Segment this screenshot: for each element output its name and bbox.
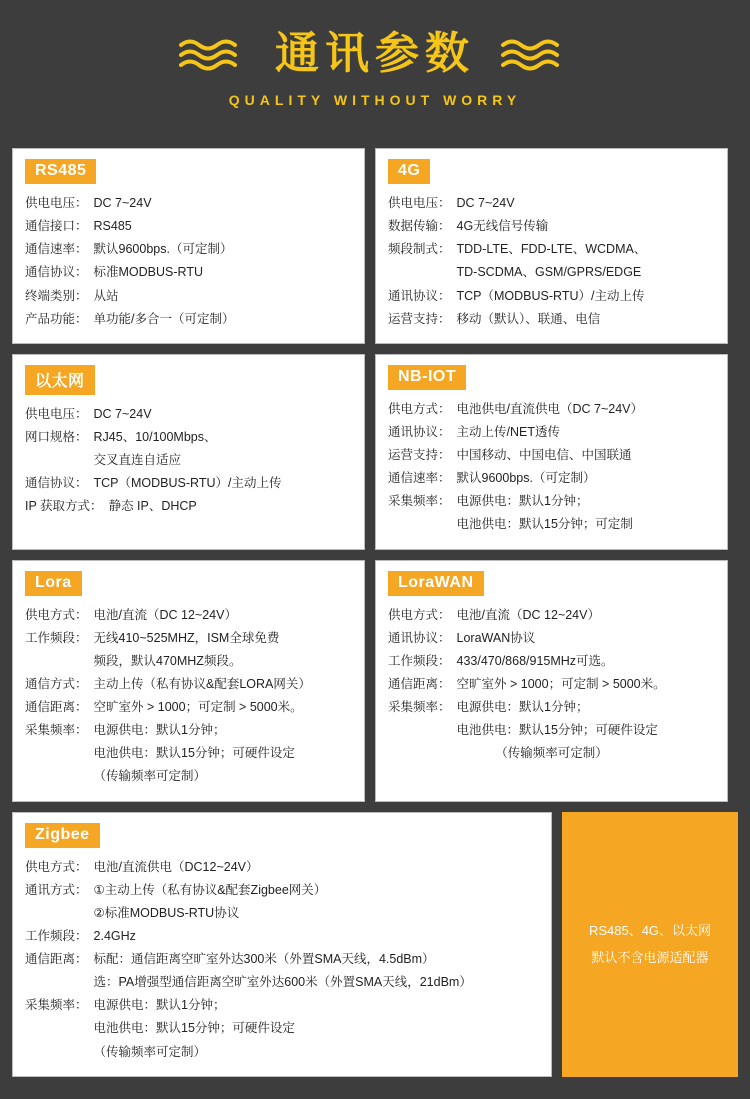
spec-line [25,472,352,495]
spec-key: 采集频率： [388,494,451,509]
spec-key: 运营支持： [388,311,451,326]
spec-key: 通讯协议： [388,288,451,303]
spec-line [388,627,715,650]
note-line-2: 默认不含电源适配器 [591,950,709,966]
title-row [179,28,571,79]
spec-value: 433/470/868/915MHz可选。 [456,653,614,668]
note-panel [562,812,738,1077]
spec-value: 主动上传/NET透传 [456,424,560,439]
spec-key: 通讯协议： [388,424,451,439]
spec-line [25,308,352,331]
spec-key: 通信距离： [388,676,451,691]
spec-key: 供电电压： [25,196,88,210]
page-subtitle: QUALITY WITHOUT WORRY [228,92,522,108]
spec-value: 电源供电：默认1分钟； [456,700,589,714]
spec-key: 供电方式： [25,859,88,874]
spec-key: 采集频率： [25,998,88,1013]
spec-key: 采集频率： [25,723,88,738]
card-row [12,148,738,344]
spec-key: 通信距离： [25,952,88,966]
spec-line [25,426,352,449]
spec-value: 电池/直流（DC 12~24V） [93,607,237,622]
spec-key: 工作频段： [25,928,88,943]
spec-value: 选：PA增强型通信距离空旷室外达600米（外置SMA天线，21dBm） [93,975,472,990]
spec-value: 电池/直流供电（DC12~24V） [93,859,259,874]
spec-value: 电池供电：默认15分钟；可硬件设定 [93,1021,295,1036]
spec-key: 通信速率： [25,242,88,257]
spec-value: 默认9600bps.（可定制） [456,471,596,486]
spec-key: 通信方式： [25,676,88,691]
spec-key: 供电方式： [388,401,451,416]
spec-line [25,238,352,261]
spec-value: 电池供电/直流供电（DC 7~24V） [456,401,644,416]
spec-list [25,192,352,331]
card-badge: LoraWAN [388,571,484,596]
card-badge: RS485 [25,159,96,184]
spec-value: （传输频率可定制） [93,1044,207,1059]
wave-lines-icon [501,37,571,71]
spec-line [388,398,715,421]
spec-line [25,856,539,879]
spec-continuation [25,765,352,788]
spec-line [25,285,352,308]
spec-key: 通信速率： [388,471,451,486]
spec-value: （传输频率可定制） [93,769,207,784]
spec-continuation [25,449,352,472]
spec-line [25,604,352,627]
spec-value: 标准MODBUS-RTU [93,265,204,280]
spec-value: 无线410~525MHZ，ISM全球免费 [93,630,280,645]
spec-line [25,925,539,948]
spec-value: DC 7~24V [456,196,515,210]
spec-line [388,673,715,696]
spec-value: DC 7~24V [93,406,152,421]
spec-line [25,192,352,215]
card-rs485 [12,148,365,344]
spec-line [388,308,715,331]
card-row [12,354,738,550]
card-nbiot [375,354,728,550]
spec-continuation [388,742,715,765]
spec-key: 网口规格： [25,429,88,444]
spec-key: 供电电压： [388,196,451,210]
spec-line [388,650,715,673]
spec-line [388,490,715,513]
spec-list [25,856,539,1064]
spec-continuation [25,902,539,925]
spec-value: 中国移动、中国电信、中国联通 [456,448,632,462]
spec-line [388,696,715,719]
card-badge: NB-IOT [388,365,466,390]
spec-key: 通信接口： [25,219,88,234]
spec-value: 静态 IP、DHCP [108,499,197,514]
spec-key: 工作频段： [25,630,88,645]
spec-key: 供电电压： [25,406,88,421]
spec-value: 交叉直连自适应 [93,453,182,467]
spec-value: 单功能/多合一（可定制） [93,311,235,326]
spec-line [388,421,715,444]
spec-key: IP 获取方式： [25,499,103,514]
spec-key: 频段制式： [388,242,451,257]
spec-line [25,879,539,902]
spec-value: 4G无线信号传输 [456,219,549,234]
spec-line [388,467,715,490]
spec-list [388,398,715,537]
spec-line [388,192,715,215]
spec-line [388,238,715,261]
card-zigbee [12,812,552,1077]
page-title: 通讯参数 [275,28,475,79]
spec-value: 移动（默认）、联通、电信 [456,311,601,326]
spec-continuation [388,261,715,284]
spec-key: 采集频率： [388,700,451,714]
spec-key: 通信距离： [25,700,88,714]
spec-line [25,673,352,696]
spec-value: RS485 [93,219,132,234]
card-row [12,560,738,802]
spec-continuation [25,971,539,994]
spec-line [25,215,352,238]
spec-line [25,495,352,518]
spec-value: ②标准MODBUS-RTU协议 [93,905,240,920]
spec-line [25,696,352,719]
spec-value: 频段，默认470MHZ频段。 [93,653,242,668]
spec-value: 2.4GHz [93,928,136,943]
spec-value: RJ45、10/100Mbps、 [93,429,217,444]
spec-line [25,719,352,742]
bottom-row [12,812,738,1077]
spec-continuation [388,513,715,536]
spec-line [388,215,715,238]
spec-key: 工作频段： [388,653,451,668]
spec-key: 产品功能： [25,311,88,326]
wave-lines-icon [179,37,249,71]
spec-value: DC 7~24V [93,196,152,210]
spec-value: 空旷室外 > 1000；可定制 > 5000米。 [456,676,666,691]
spec-line [25,948,539,971]
spec-value: TDD-LTE、FDD-LTE、WCDMA、 [456,242,647,257]
spec-line [25,261,352,284]
spec-list [25,403,352,519]
spec-key: 通讯协议： [388,630,451,645]
spec-key: 终端类别： [25,288,88,303]
spec-continuation [25,1041,539,1064]
spec-continuation [25,1017,539,1040]
spec-line [388,604,715,627]
spec-line [25,994,539,1017]
spec-value: 电池/直流（DC 12~24V） [456,607,600,622]
spec-continuation [25,742,352,765]
spec-key: 数据传输： [388,219,451,234]
spec-key: 通信协议： [25,476,88,491]
spec-key: 通信协议： [25,265,88,280]
card-lora [12,560,365,802]
page-header [0,0,750,140]
spec-continuation [25,650,352,673]
spec-line [25,403,352,426]
spec-key: 运营支持： [388,448,451,462]
spec-list [388,604,715,766]
spec-key: 供电方式： [388,607,451,622]
card-badge: Zigbee [25,823,100,848]
spec-key: 通讯方式： [25,882,88,897]
spec-line [25,627,352,650]
spec-value: TCP（MODBUS-RTU）/主动上传 [456,288,645,303]
spec-value: 电池供电：默认15分钟；可硬件设定 [93,746,295,761]
spec-value: （传输频率可定制） [495,746,608,761]
spec-line [388,285,715,308]
spec-value: 默认9600bps.（可定制） [93,242,233,257]
spec-value: 从站 [93,288,119,303]
spec-card-grid [0,140,750,1077]
note-line-1: RS485、4G、以太网 [588,922,712,938]
spec-list [25,604,352,789]
spec-key: 供电方式： [25,607,88,622]
spec-value: LoraWAN协议 [456,630,536,645]
spec-value: 电源供电：默认1分钟； [93,998,226,1013]
spec-value: 空旷室外 > 1000；可定制 > 5000米。 [93,700,303,714]
spec-value: 电池供电：默认15分钟；可定制 [456,517,633,532]
card-badge: 以太网 [25,365,95,395]
card-badge: Lora [25,571,82,596]
footer-strip [0,1077,750,1085]
spec-value: ①主动上传（私有协议&配套Zigbee网关） [93,882,327,897]
spec-value: 电源供电：默认1分钟； [93,723,226,738]
spec-list [388,192,715,331]
card-ethernet [12,354,365,550]
spec-value: TCP（MODBUS-RTU）/主动上传 [93,476,282,491]
card-lorawan [375,560,728,802]
card-badge: 4G [388,159,430,184]
spec-value: 主动上传（私有协议&配套LORA网关） [93,676,311,691]
spec-value: 标配：通信距离空旷室外达300米（外置SMA天线，4.5dBm） [93,952,435,966]
spec-value: 电源供电：默认1分钟； [456,494,589,509]
spec-value: 电池供电：默认15分钟；可硬件设定 [456,723,658,738]
card-4g [375,148,728,344]
spec-continuation [388,719,715,742]
spec-line [388,444,715,467]
spec-value: TD-SCDMA、GSM/GPRS/EDGE [456,265,642,280]
